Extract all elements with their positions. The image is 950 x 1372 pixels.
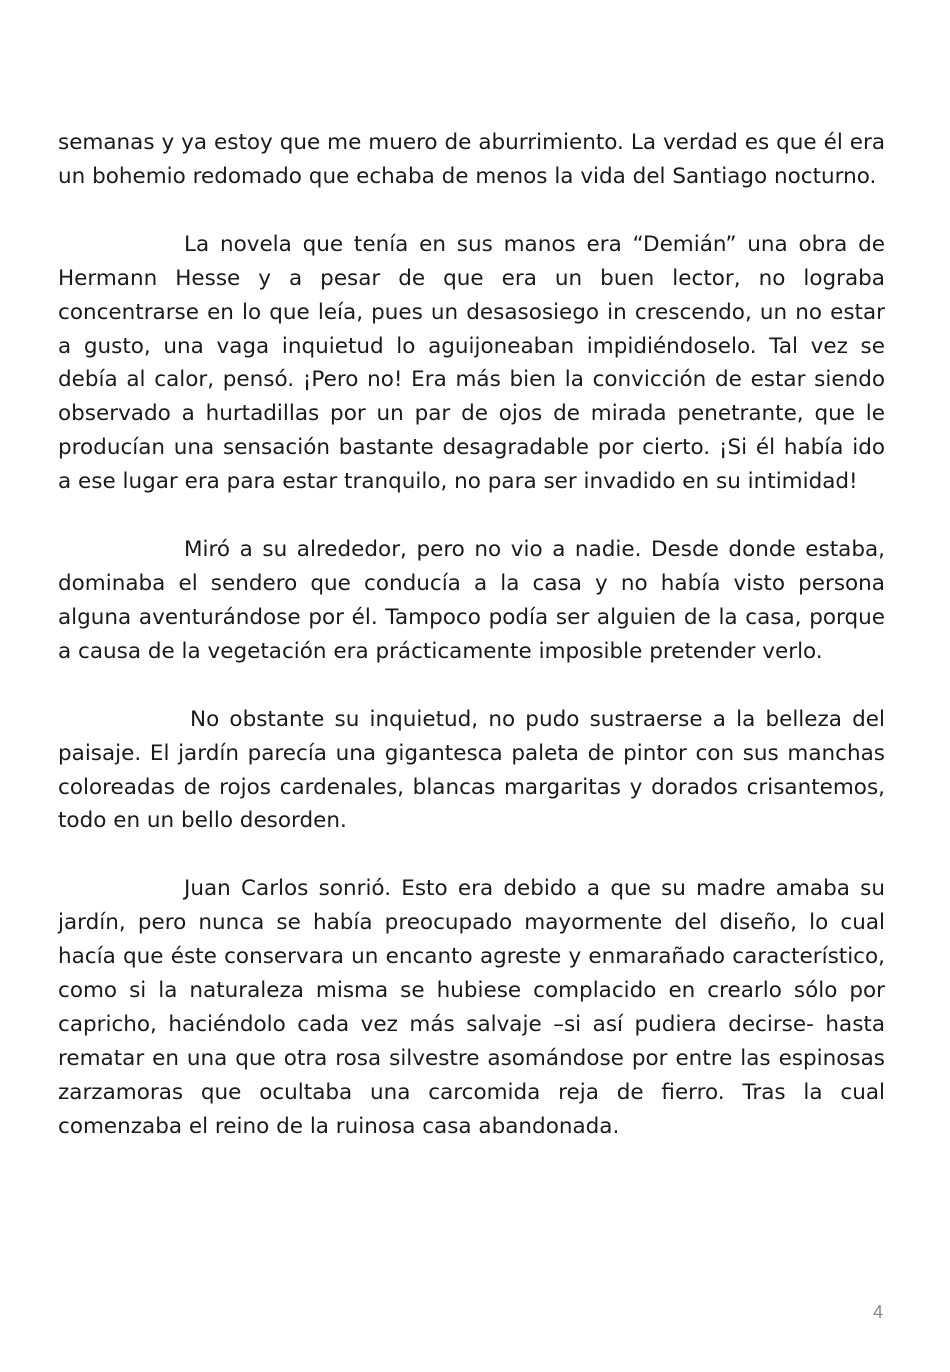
- paragraph-4: No obstante su inquietud, no pudo sustraerse a la belleza del paisaje. El jardín parecía una gigantesca paleta de pintor con sus manchas coloreadas de rojos cardenales, blancas margaritas y dorados crisantemos, todo en un bello desorden.: [58, 706, 885, 834]
- paragraph-2: La novela que tenía en sus manos era “Demián” una obra de Hermann Hesse y a pesar de que era un buen lector, no lograba concentrarse en lo que leía, pues un desasosiego in crescendo, un no estar a gusto, una vaga inquietud lo aguijoneaban impidiéndoselo. Tal vez se debía al calor, pensó. ¡Pero no! Era más bien la convicción de estar siendo observado a hurtadillas por un par de ojos de mirada penetrante, que le producían una sensación bastante desagradable por cierto. ¡Si él había ido a ese lugar era para estar tranquilo, no para ser invadido en su intimidad!: [58, 231, 885, 495]
- paragraph-1: semanas y ya estoy que me muero de aburrimiento. La verdad es que él era un bohemio redomado que echaba de menos la vida del Santiago nocturno.: [58, 130, 885, 189]
- paragraph-3: Miró a su alrededor, pero no vio a nadie. Desde donde estaba, dominaba el sendero que conducía a la casa y no había visto persona alguna aventurándose por él. Tampoco podía ser alguien de la casa, porque a causa de la vegetación era prácticamente imposible pretender verlo.: [58, 537, 885, 664]
- paragraph-5: Juan Carlos sonrió. Esto era debido a que su madre amaba su jardín, pero nunca se había preocupado mayormente del diseño, lo cual hacía que éste conservara un encanto agreste y enmarañado característico, como si la naturaleza misma se hubiese complacido en crearlo sólo por capricho, haciéndolo cada vez más salvaje –si así pudiera decirse- hasta rematar en una que otra rosa silvestre asomándose por entre las espinosas zarzamoras que ocultaba una carcomida reja de fierro. Tras la cual comenzaba el reino de la ruinosa casa abandonada.: [58, 876, 885, 1139]
- page-number: 4: [873, 1302, 884, 1322]
- document-body: [58, 126, 885, 1178]
